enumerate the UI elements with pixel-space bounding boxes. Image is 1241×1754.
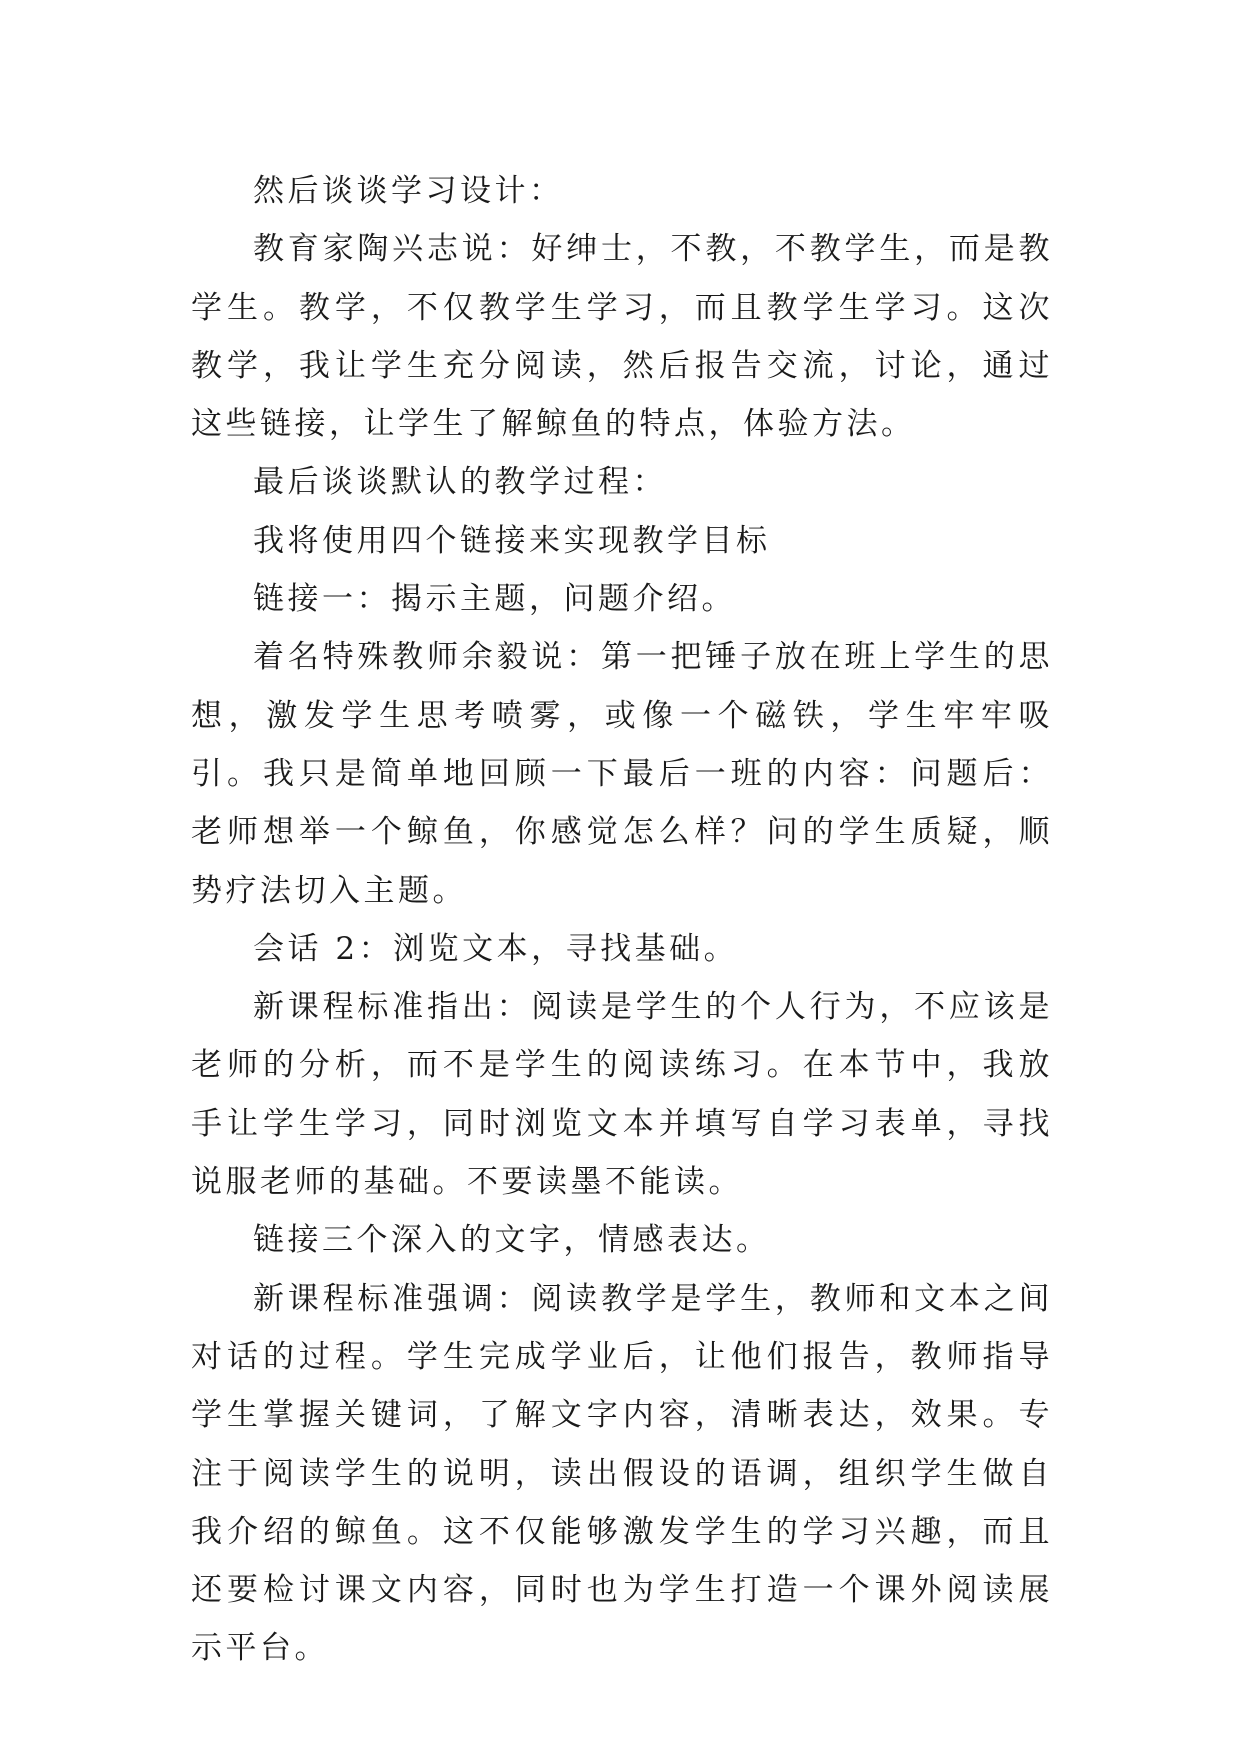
paragraph-link-three-heading: 链接三个深入的文字，情感表达。 — [253, 1222, 771, 1259]
paragraph-teaching-process-heading: 最后谈谈默认的教学过程： — [253, 464, 667, 501]
paragraph-curriculum-dialogue: 新课程标准强调：阅读教学是学生，教师和文本之间对话的过程。学生完成学业后，让他们报告，教师指导学生掌握关键词，了解文字内容，清晰表达，效果。专注于阅读学生的说明，读出假设的语调，组织学生做自我介绍的鲸鱼。这不仅能够激发学生的学习兴趣，而且还要检讨课文内容，同时也为学生打造一个课外阅读展示平台。 — [191, 1280, 1053, 1667]
paragraph-tao-quote: 教育家陶兴志说：好绅士，不教，不教学生，而是教学生。教学，不仅教学生学习，而且教学生学习。这次教学，我让学生充分阅读，然后报告交流，讨论，通过这些链接，让学生了解鲸鱼的特点，体验方法。 — [191, 231, 1053, 443]
paragraph-session-two-heading: 会话 2：浏览文本，寻找基础。 — [253, 930, 739, 967]
document-body — [191, 162, 1053, 1678]
paragraph-link-one-heading: 链接一：揭示主题，问题介绍。 — [253, 581, 736, 618]
paragraph-yu-quote: 着名特殊教师余毅说：第一把锤子放在班上学生的思想，激发学生思考喷雾，或像一个磁铁，学生牢牢吸引。我只是简单地回顾一下最后一班的内容：问题后：老师想举一个鲸鱼，你感觉怎么样？问的学生质疑，顺势疗法切入主题。 — [191, 639, 1053, 909]
paragraph-learning-design-heading: 然后谈谈学习设计： — [253, 173, 564, 209]
paragraph-curriculum-reading: 新课程标准指出：阅读是学生的个人行为，不应该是老师的分析，而不是学生的阅读练习。在本节中，我放手让学生学习，同时浏览文本并填写自学习表单，寻找说服老师的基础。不要读墨不能读。 — [191, 989, 1053, 1201]
paragraph-four-links: 我将使用四个链接来实现教学目标 — [253, 522, 771, 559]
